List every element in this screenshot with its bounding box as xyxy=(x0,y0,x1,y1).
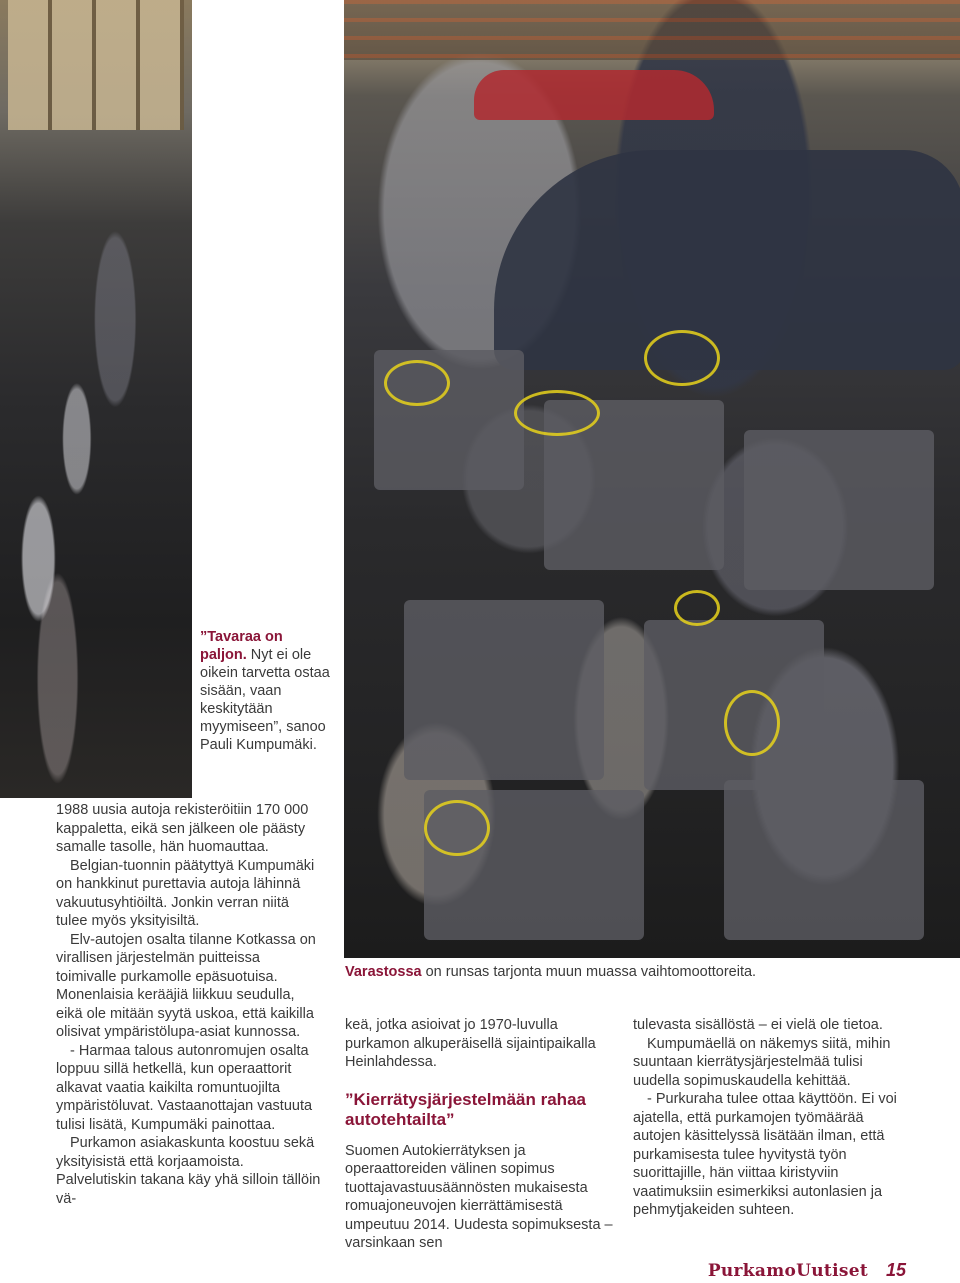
yellow-cable xyxy=(384,360,450,406)
engine xyxy=(744,430,934,590)
engine xyxy=(404,600,604,780)
paragraph: Suomen Autokierrätyksen ja operaattoreiden välinen sopimus tuottajavastuusäännösten mukaisesta romuajoneuvojen kierrättämisestä umpeutuu 2014. Uudesta sopimuksesta – varsinkaan sen xyxy=(345,1142,613,1251)
yellow-cable xyxy=(424,800,490,856)
article-column-right xyxy=(633,1016,903,1220)
magazine-brand: PurkamoUutiset xyxy=(707,1261,868,1281)
paragraph: - Harmaa talous autonromujen osalta loppuu sillä hetkellä, kun operaattorit alkavat vaatia kaikilta romuntuojilta ympäristöluvat. Vastaanottajan vastuuta tulisi lisätä, Kumpumäki painottaa. xyxy=(56,1042,313,1133)
workshop-window xyxy=(8,0,184,130)
caption-lead: ”Tavaraa on paljon. xyxy=(200,629,283,663)
paragraph: tulevasta sisällöstä – ei vielä ole tietoa. xyxy=(633,1017,883,1033)
paragraph: - Purkuraha tulee ottaa käyttöön. Ei voi ajatella, että purkamojen työmäärää autojen käsittelyssä lisätään ilman, että purkamisesta tulee hyvitystä työn suorittajille, hän viittaa kiristyviin vaatimuksiin esimerkiksi autonlasien ja pehmytjakeiden suhteen. xyxy=(633,1091,897,1218)
paragraph: Purkamon asiakaskunta koostuu sekä yksityisistä että korjaamoista. Palvelutiskin takana käy yhä silloin tällöin vä- xyxy=(56,1135,321,1207)
caption-text: Nyt ei ole oikein tarvetta ostaa sisään, vaan keskitytään myymiseen”, sanoo Pauli Kumpumäki. xyxy=(200,647,330,753)
photo-car-interior xyxy=(0,0,192,798)
caption-lead: Varastossa xyxy=(345,964,422,980)
page-footer xyxy=(708,1260,906,1282)
yellow-cable xyxy=(644,330,720,386)
engine xyxy=(724,780,924,940)
caption-text: on runsas tarjonta muun muassa vaihtomoottoreita. xyxy=(421,964,757,980)
photo-caption-left xyxy=(200,628,330,754)
section-subheading: ”Kierrätysjärjestelmään rahaa autotehtailta” xyxy=(345,1089,586,1129)
yellow-cable xyxy=(674,590,720,626)
photo-caption-right xyxy=(345,963,945,981)
dark-car xyxy=(494,150,960,370)
shelf-rack xyxy=(344,0,960,60)
paragraph: Kumpumäellä on näkemys siitä, mihin suuntaan kierrätysjärjestelmää tulisi uudella sopimuskaudella kehittää. xyxy=(633,1035,891,1089)
paragraph: Elv-autojen osalta tilanne Kotkassa on virallisen järjestelmän puitteissa toimivalle purkamolle epäsuotuisa. Monenlaisia kerääjiä liikkuu seudulla, eikä ole mitään syytä uskoa, että kaikilla olisivat ympäristölupa-asiat kunnossa. xyxy=(56,931,316,1040)
article-column-left xyxy=(56,801,324,1208)
article-column-middle xyxy=(345,1016,617,1253)
yellow-cable xyxy=(724,690,780,756)
red-car xyxy=(474,70,714,120)
photo-engine-warehouse xyxy=(344,0,960,958)
page-number: 15 xyxy=(885,1260,906,1280)
paragraph: Belgian-tuonnin päätyttyä Kumpumäki on hankkinut purettavia autoja lähinnä vakuutusyhtiöiltä. Jonkin verran niitä tulee myös yksityisiltä. xyxy=(56,857,315,929)
yellow-cable xyxy=(514,390,600,436)
paragraph: 1988 uusia autoja rekisteröitiin 170 000 kappaletta, eikä sen jälkeen ole päästy samalle tasolle, hän huomauttaa. xyxy=(56,802,309,855)
paragraph: keä, jotka asioivat jo 1970-luvulla purkamon alkuperäisellä sijaintipaikalla Heinlahdessa. xyxy=(345,1017,596,1070)
